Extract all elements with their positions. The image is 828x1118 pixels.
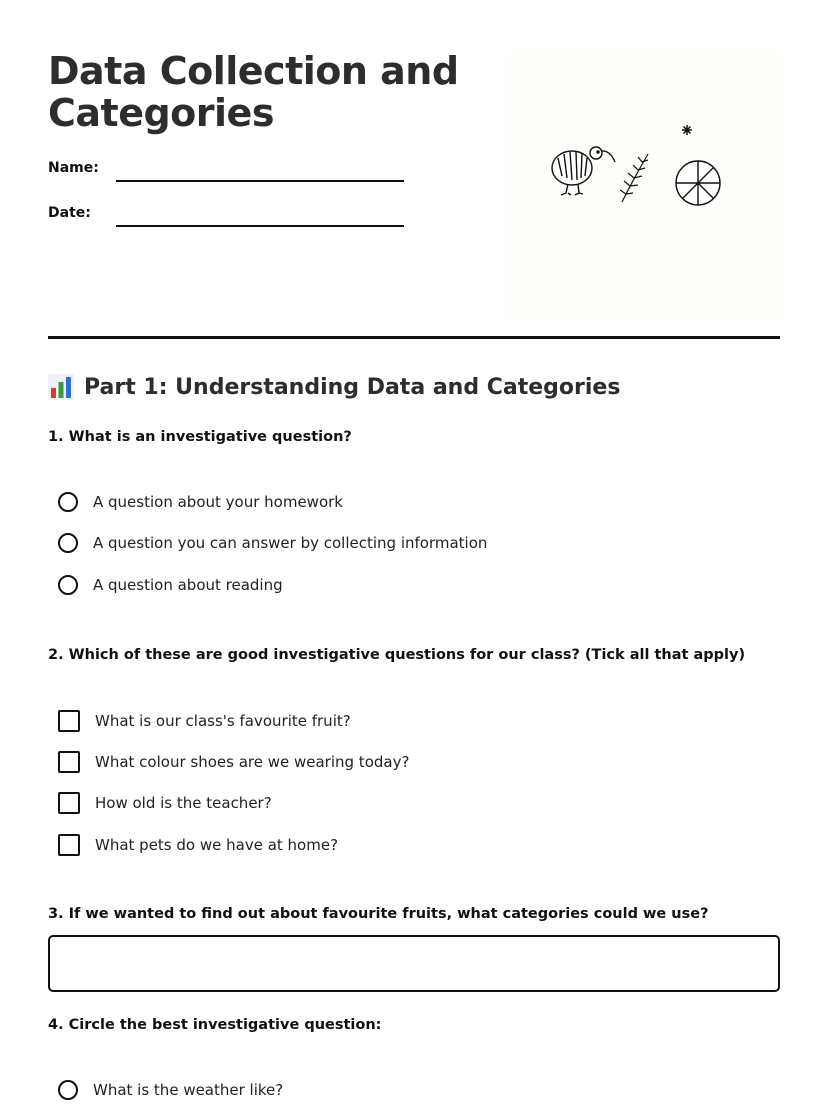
- radio-button[interactable]: [58, 1080, 78, 1100]
- question-1: 1. What is an investigative question?: [48, 429, 352, 445]
- option-label: A question about your homework: [93, 493, 343, 511]
- option-label: What pets do we have at home?: [95, 836, 339, 854]
- header-illustration: [510, 50, 778, 320]
- page-title: [48, 50, 459, 134]
- title-line-2: Categories: [48, 91, 274, 135]
- q2-option-1[interactable]: [58, 710, 351, 732]
- section-divider: [48, 336, 780, 339]
- option-label: A question about reading: [93, 576, 283, 594]
- option-label: What is our class's favourite fruit?: [95, 712, 351, 730]
- checkbox[interactable]: [58, 710, 80, 732]
- q2-option-4[interactable]: [58, 834, 338, 856]
- option-label: How old is the teacher?: [95, 794, 272, 812]
- radio-button[interactable]: [58, 492, 78, 512]
- star-icon: [682, 125, 692, 135]
- question-3: 3. If we wanted to find out about favourite fruits, what categories could we use?: [48, 906, 709, 922]
- option-label: What colour shoes are we wearing today?: [95, 753, 410, 771]
- bar-chart-icon: [48, 374, 74, 400]
- date-field[interactable]: [116, 225, 404, 227]
- section-heading-part-1: [48, 374, 620, 400]
- date-label: Date:: [48, 205, 91, 221]
- illustration-drawing: [510, 50, 778, 320]
- q1-option-1[interactable]: [58, 492, 343, 512]
- question-2: 2. Which of these are good investigative questions for our class? (Tick all that apply): [48, 647, 746, 663]
- q2-option-3[interactable]: [58, 792, 272, 814]
- title-line-1: Data Collection and: [48, 49, 459, 93]
- name-label: Name:: [48, 160, 99, 176]
- section-heading-text: Part 1: Understanding Data and Categories: [84, 374, 621, 400]
- name-field[interactable]: [116, 180, 404, 182]
- pie-chart-icon: [676, 161, 720, 205]
- checkbox[interactable]: [58, 834, 80, 856]
- q4-option-1[interactable]: [58, 1080, 283, 1100]
- checkbox[interactable]: [58, 751, 80, 773]
- fern-leaf-icon: [620, 154, 648, 202]
- q2-option-2[interactable]: [58, 751, 409, 773]
- q1-option-3[interactable]: [58, 575, 283, 595]
- checkbox[interactable]: [58, 792, 80, 814]
- question-4: 4. Circle the best investigative question:: [48, 1017, 382, 1033]
- radio-button[interactable]: [58, 575, 78, 595]
- kiwi-bird-icon: [552, 147, 615, 195]
- radio-button[interactable]: [58, 533, 78, 553]
- option-label: What is the weather like?: [93, 1081, 284, 1099]
- q1-option-2[interactable]: [58, 533, 487, 553]
- q3-answer-box[interactable]: [48, 935, 780, 992]
- option-label: A question you can answer by collecting information: [93, 534, 488, 552]
